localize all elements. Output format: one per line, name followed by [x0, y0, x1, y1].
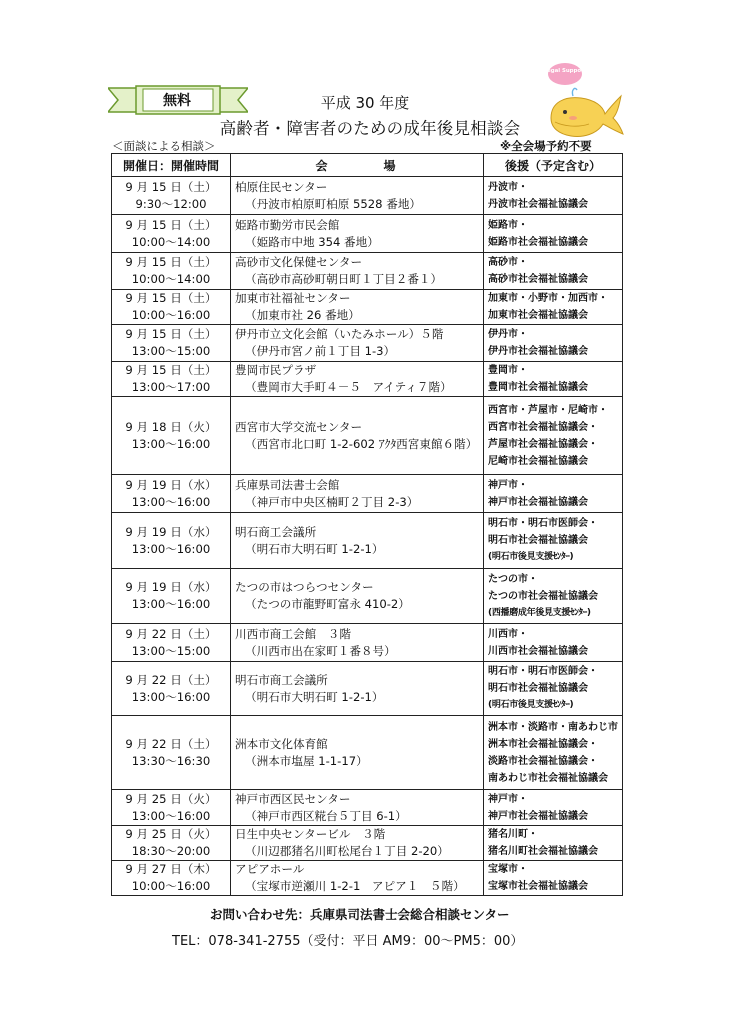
table-row: [112, 790, 623, 826]
table-header-row: [112, 154, 623, 177]
date-cell: [112, 662, 231, 716]
support-cell: [484, 790, 623, 826]
venue-cell: [231, 253, 484, 290]
table-row: [112, 253, 623, 290]
venue-cell: [231, 362, 484, 397]
event-time: 10:00～14:00: [131, 234, 211, 249]
venue-address: （神戸市中央区楠町２丁目 2-3）: [245, 494, 419, 509]
year-title: 平成 30 年度: [320, 94, 410, 112]
venue-name: 西宮市大学交流センター: [235, 419, 363, 434]
table-row: [112, 662, 623, 716]
header-date: 開催日：開催時間: [112, 154, 231, 177]
supporter-line: 尼崎市社会福祉協議会: [488, 455, 588, 467]
date-cell: [112, 325, 231, 362]
venue-address: （たつの市龍野町富永 410-2）: [245, 597, 410, 611]
support-cell: [484, 716, 623, 790]
supporter-line: 神戸市社会福祉協議会: [488, 496, 588, 508]
event-date: 9 月 22 日（土）: [125, 736, 217, 751]
venue-cell: [231, 861, 484, 896]
support-cell: [484, 513, 623, 569]
schedule-table: [111, 153, 623, 896]
event-date: 9 月 19 日（水）: [125, 524, 217, 539]
event-time: 13:00～16:00: [131, 808, 211, 823]
table-row: [112, 362, 623, 397]
event-time: 13:00～16:00: [131, 541, 211, 556]
supporter-line: 姫路市・: [488, 219, 528, 231]
support-cell: [484, 826, 623, 861]
event-date: 9 月 22 日（土）: [125, 672, 217, 687]
no-reservation-note: ※全会場予約不要: [500, 139, 592, 153]
venue-name: 加東市社福祉センター: [235, 291, 351, 305]
supporter-line: 姫路市社会福祉協議会: [488, 236, 588, 248]
table-row: [112, 475, 623, 513]
event-date: 9 月 15 日（土）: [125, 179, 217, 194]
supporter-line: 豊岡市・: [488, 365, 528, 376]
event-date: 9 月 22 日（土）: [125, 626, 217, 641]
venue-name: 神戸市西区民センター: [235, 791, 351, 806]
date-cell: [112, 215, 231, 253]
venue-name: 姫路市勤労市民会館: [235, 217, 340, 232]
support-cell: [484, 325, 623, 362]
venue-address: （明石市大明石町 1-2-1）: [245, 541, 384, 556]
venue-address: （高砂市高砂町朝日町１丁目２番１）: [245, 272, 443, 286]
support-cell: [484, 569, 623, 624]
date-cell: [112, 362, 231, 397]
venue-address: （川西市出在家町１番８号）: [245, 643, 396, 658]
venue-name: 伊丹市立文化会館（いたみホール）５階: [235, 327, 444, 341]
event-time: 10:00～16:00: [131, 879, 211, 893]
event-date: 9 月 15 日（土）: [125, 363, 217, 377]
event-date: 9 月 15 日（土）: [125, 327, 217, 341]
mascot-tag: Legal Support: [543, 68, 587, 74]
supporter-line: 加東市社会福祉協議会: [488, 310, 588, 321]
date-cell: [112, 790, 231, 826]
supporter-line: 高砂市社会福祉協議会: [488, 274, 588, 285]
supporter-line: 宝塚市社会福祉協議会: [488, 881, 588, 892]
supporter-line: 伊丹市・: [488, 329, 528, 340]
supporter-line: 伊丹市社会福祉協議会: [488, 346, 588, 357]
supporter-line: 明石市・明石市医師会・: [488, 518, 598, 529]
venue-name: アピアホール: [235, 862, 305, 876]
support-cell: [484, 397, 623, 475]
venue-cell: [231, 624, 484, 662]
event-time: 13:00～17:00: [131, 380, 211, 394]
venue-address: （伊丹市宮ノ前１丁目 1-3）: [245, 344, 396, 358]
table-row: [112, 397, 623, 475]
table-row: [112, 569, 623, 624]
venue-cell: [231, 716, 484, 790]
date-cell: [112, 716, 231, 790]
table-row: [112, 215, 623, 253]
venue-name: 洲本市文化体育館: [235, 736, 328, 751]
consultation-type: ＜面談による相談＞: [112, 139, 216, 153]
event-time: 13:30～16:30: [131, 753, 211, 768]
venue-name: 兵庫県司法書士会館: [235, 477, 340, 492]
table-row: [112, 826, 623, 861]
venue-address: （丹波市柏原町柏原 5528 番地）: [245, 196, 422, 211]
supporter-line: (明石市後見支援ｾﾝﾀｰ): [488, 700, 574, 710]
venue-cell: [231, 290, 484, 325]
supporter-line: 豊岡市社会福祉協議会: [488, 382, 588, 393]
date-cell: [112, 253, 231, 290]
date-cell: [112, 290, 231, 325]
venue-cell: [231, 513, 484, 569]
venue-name: 高砂市文化保健センター: [235, 255, 363, 269]
support-cell: [484, 253, 623, 290]
event-date: 9 月 27 日（木）: [125, 862, 217, 876]
supporter-line: 南あわじ市社会福祉協議会: [488, 772, 608, 784]
supporter-line: 洲本市・淡路市・南あわじ市: [488, 721, 618, 733]
supporter-line: 西宮市・芦屋市・尼崎市・: [488, 404, 608, 416]
event-time: 10:00～16:00: [131, 308, 211, 322]
venue-address: （宝塚市逆瀬川 1-2-1 アピア１ ５階）: [245, 879, 465, 893]
table-row: [112, 716, 623, 790]
event-date: 9 月 15 日（土）: [125, 255, 217, 269]
supporter-line: たつの市社会福祉協議会: [488, 590, 598, 602]
table-row: [112, 624, 623, 662]
date-cell: [112, 177, 231, 215]
event-date: 9 月 19 日（水）: [125, 477, 217, 492]
event-date: 9 月 15 日（土）: [125, 291, 217, 305]
supporter-line: 猪名川町・: [488, 829, 538, 840]
date-cell: [112, 397, 231, 475]
supporter-line: たつの市・: [488, 573, 538, 585]
whale-mascot-icon: [543, 60, 625, 142]
event-date: 9 月 25 日（火）: [125, 791, 217, 806]
event-time: 10:00～14:00: [131, 272, 211, 286]
inquiry-contact: お問い合わせ先：兵庫県司法書士会総合相談センター: [210, 907, 510, 922]
event-time: 13:00～16:00: [131, 689, 211, 704]
venue-address: （加東市社 26 番地）: [245, 308, 360, 322]
supporter-line: 神戸市・: [488, 479, 528, 491]
venue-address: （洲本市塩屋 1-1-17）: [245, 753, 368, 768]
venue-address: （明石市大明石町 1-2-1）: [245, 689, 384, 704]
phone-number: TEL：078-341-2755（受付：平日 AM9：00～PM5：00）: [172, 934, 524, 949]
event-time: 13:00～16:00: [131, 494, 211, 509]
supporter-line: 西宮市社会福祉協議会・: [488, 421, 598, 433]
venue-name: 明石市商工会議所: [235, 672, 328, 687]
table-row: [112, 513, 623, 569]
event-time: 13:00～15:00: [131, 643, 211, 658]
supporter-line: 宝塚市・: [488, 864, 528, 875]
supporter-line: 丹波市・: [488, 181, 528, 193]
supporter-line: 川西市社会福祉協議会: [488, 645, 588, 657]
event-time: 9:30～12:00: [135, 196, 207, 211]
venue-cell: [231, 790, 484, 826]
venue-name: 柏原住民センター: [235, 179, 328, 194]
event-time: 13:00～16:00: [131, 597, 211, 611]
event-time: 13:00～15:00: [131, 344, 211, 358]
supporter-line: 明石市・明石市医師会・: [488, 666, 598, 677]
supporter-line: 芦屋市社会福祉協議会・: [488, 438, 598, 450]
support-cell: [484, 861, 623, 896]
venue-address: （姫路市中地 354 番地）: [245, 234, 379, 249]
support-cell: [484, 624, 623, 662]
table-row: [112, 177, 623, 215]
supporter-line: (明石市後見支援ｾﾝﾀｰ): [488, 552, 574, 562]
venue-name: 明石商工会議所: [235, 524, 317, 539]
table-row: [112, 325, 623, 362]
date-cell: [112, 624, 231, 662]
page-title: 高齢者・障害者のための成年後見相談会: [219, 119, 521, 138]
table-row: [112, 290, 623, 325]
support-cell: [484, 290, 623, 325]
venue-address: （川辺郡猪名川町松尾台１丁目 2-20）: [245, 844, 449, 858]
supporter-line: 淡路市社会福祉協議会・: [488, 755, 598, 767]
venue-address: （西宮市北口町 1-2-602 ｱｸﾀ西宮東館６階）: [245, 436, 478, 451]
venue-name: 日生中央センタービル ３階: [235, 827, 386, 841]
supporter-line: 洲本市社会福祉協議会・: [488, 738, 598, 750]
event-time: 18:30～20:00: [131, 844, 211, 858]
supporter-line: 川西市・: [488, 628, 528, 640]
date-cell: [112, 569, 231, 624]
header-support: 後援（予定含む）: [484, 154, 623, 177]
support-cell: [484, 475, 623, 513]
venue-cell: [231, 177, 484, 215]
support-cell: [484, 215, 623, 253]
venue-cell: [231, 215, 484, 253]
date-cell: [112, 861, 231, 896]
free-badge: 無料: [163, 93, 191, 109]
date-cell: [112, 826, 231, 861]
supporter-line: 神戸市社会福祉協議会: [488, 810, 588, 822]
event-time: 13:00～16:00: [131, 436, 211, 451]
supporter-line: 高砂市・: [488, 257, 528, 268]
event-date: 9 月 25 日（火）: [125, 827, 217, 841]
venue-address: （豊岡市大手町４－５ アイティ７階）: [245, 380, 452, 394]
venue-cell: [231, 569, 484, 624]
support-cell: [484, 362, 623, 397]
venue-cell: [231, 397, 484, 475]
header-venue: 会 場: [231, 154, 484, 177]
venue-cell: [231, 475, 484, 513]
date-cell: [112, 513, 231, 569]
event-date: 9 月 15 日（土）: [125, 217, 217, 232]
supporter-line: 丹波市社会福祉協議会: [488, 198, 588, 210]
supporter-line: 猪名川町社会福祉協議会: [488, 846, 598, 857]
supporter-line: 明石市社会福祉協議会: [488, 535, 588, 546]
venue-cell: [231, 826, 484, 861]
supporter-line: (西播磨成年後見支援ｾﾝﾀｰ): [488, 607, 591, 618]
support-cell: [484, 662, 623, 716]
supporter-line: 加東市・小野市・加西市・: [488, 293, 608, 304]
venue-cell: [231, 662, 484, 716]
venue-name: たつの市はつらつセンター: [235, 580, 374, 594]
support-cell: [484, 177, 623, 215]
venue-cell: [231, 325, 484, 362]
table-row: [112, 861, 623, 896]
event-date: 9 月 19 日（水）: [125, 580, 217, 594]
venue-name: 豊岡市民プラザ: [235, 363, 317, 377]
supporter-line: 神戸市・: [488, 793, 528, 805]
event-date: 9 月 18 日（火）: [125, 419, 217, 434]
supporter-line: 明石市社会福祉協議会: [488, 683, 588, 694]
date-cell: [112, 475, 231, 513]
venue-address: （神戸市西区糀台５丁目 6-1）: [245, 808, 407, 823]
venue-name: 川西市商工会館 ３階: [235, 626, 351, 641]
